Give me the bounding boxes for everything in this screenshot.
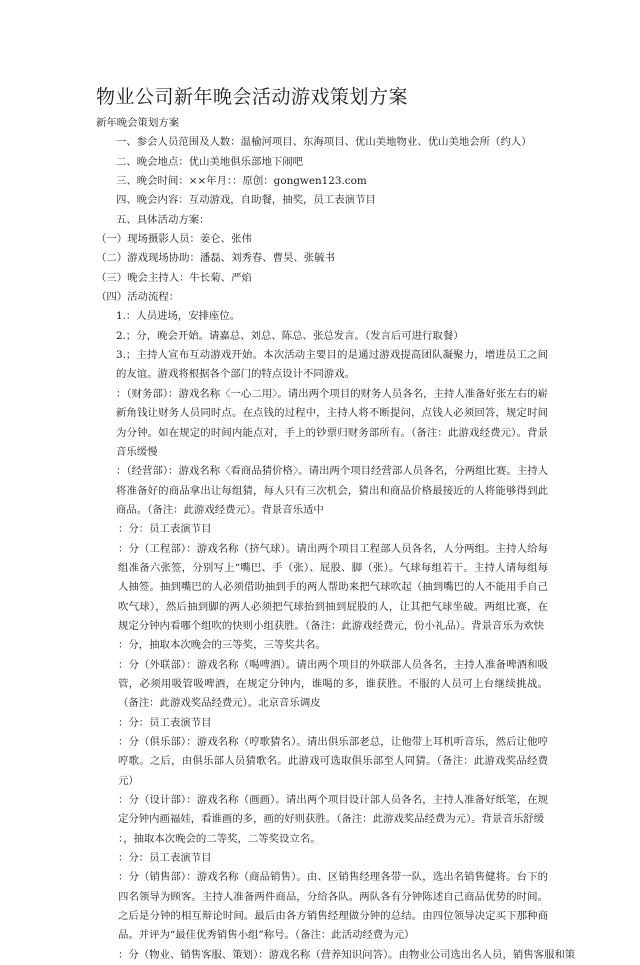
paragraph-finance-game: ：（财务部）：游戏名称〈一心二用〉。请出两个项目的财务人员各名，主持人准备好张左右的崭新角钱让财务人员同时点。在点钱的过程中，主持人将不断提问，点钱人必须回答，规定时间为分钟。如在规定的时间内能点对，手上的钞票归财务部所有。（备注：此游戏经费元）。背景音乐缓慢 (116, 387, 548, 458)
paragraph-plan: 五、具体活动方案： (116, 213, 210, 226)
paragraph-flow: （四）活动流程： (96, 291, 180, 304)
paragraph-step-2: 2.；分，晚会开始。请嘉总、刘总、陈总、张总发言。（发言后可进行取餐） (116, 329, 464, 342)
paragraph-attendees: 一、参会人员范围及人数：温榆河项目、东海项目、优山美地物业、优山美地会所（约人） (116, 136, 532, 149)
paragraph-second-prize: ：，抽取本次晚会的二等奖，二等奖设立名。 (118, 832, 321, 845)
paragraph-quiz-game: ：分（物业、销售客服、策划）：游戏名称（营养知识问答）。由物业公司选出名人员，销售客服和策 (118, 948, 576, 961)
paragraph-design-game: ：分（设计部）：游戏名称（画画）。请出两个项目设计部人员各名，主持人准备好纸笔，在规定分钟内画福娃，看谁画的多，画的好则获胜。（备注：此游戏奖品经费为元）。背景音乐舒缓 (118, 794, 548, 826)
document-title: 物业公司新年晚会活动游戏策划方案 (96, 86, 409, 108)
paragraph-photographers: （一）现场摄影人员：姜仑、张伟 (96, 233, 252, 246)
paragraph-performance-2: ：分：员工表演节目 (118, 716, 212, 729)
paragraph-club-game: ：分（俱乐部）：游戏名称（哼歌猜名）。请出俱乐部老总，让他带上耳机听音乐，然后让他哼哼歌。之后，由俱乐部人员猜歌名。此游戏可选取俱乐部至人同猜。（备注：此游戏奖品经费元） (118, 736, 548, 787)
paragraph-operations-game: ：（经营部）：游戏名称〈看商品猜价格〉。请出两个项目经营部人员各名，分两组比赛。主持人将准备好的商品拿出让每组猜，每人只有三次机会，猜出和商品价格最接近的人将能够得到此商品。（备注：此游戏经费元）。背景音乐适中 (116, 465, 548, 516)
paragraph-third-prize: ：分，抽取本次晚会的三等奖，三等奖共名。 (118, 639, 326, 652)
paragraph-engineering-game: ：分（工程部）：游戏名称（挤气球）。请出两个项目工程部人员各名，人分两组。主持人给每组准备六张签，分别写上“嘴巴、手（张）、屁股、脚（张）。气球每组若干。主持人请每组每人抽签。抽到嘴巴的人必须借助抽到手的两人帮助来把气球吹起（抽到嘴巴的人不能用手自己吹气球），然后抽到脚的两人必须把气球抬到抽到屁股的人，让其把气球坐破。两组比赛，在规定分钟内看哪个组吹的快则小组获胜。（备注：此游戏经费元，份小礼品）。背景音乐为欢快 (118, 542, 548, 632)
paragraph-performance-3: ：分：员工表演节目 (118, 852, 212, 865)
document-body (96, 114, 576, 965)
paragraph-heading: 新年晚会策划方案 (96, 117, 180, 129)
paragraph-time: 三、晚会时间：××年月：：原创：gongwen123.com (116, 175, 367, 188)
paragraph-assistants: （二）游戏现场协助：潘磊、刘秀春、曹昊、张毓书 (96, 252, 335, 265)
paragraph-sales-game: ：分（销售部）：游戏名称（商品销售）。由、区销售经理各带一队，选出名销售健将。台下的四名领导为顾客。主持人准备两件商品，分给各队。两队各有分钟陈述自己商品优势的时间。之后是分钟的相互辩论时间。最后由各方销售经理做分钟的总结。由四位领导决定买下那种商品。并评为“最佳优秀销售小组”称号。（备注：此活动经费为元） (118, 871, 548, 942)
paragraph-performance-1: ：分：员工表演节目 (118, 523, 212, 536)
paragraph-external-game: ：分（外联部）：游戏名称（喝啤酒）。请出两个项目的外联部人员各名，主持人准备啤酒和吸管，必须用吸管吸啤酒，在规定分钟内，谁喝的多，谁获胜。不服的人员可上台继续挑战。（备注：此游戏奖品经费元）。北京音乐调皮 (118, 658, 548, 710)
paragraph-step-3: 3.；主持人宣布互动游戏开始。本次活动主要目的是通过游戏提高团队凝聚力，增进员工之间的友谊。游戏将根据各个部门的特点设计不同游戏。 (116, 349, 548, 381)
paragraph-content: 四、晚会内容：互动游戏，自助餐，抽奖，员工表演节目 (116, 194, 376, 207)
paragraph-venue: 二、晚会地点：优山美地俱乐部地下闹吧 (116, 155, 304, 168)
paragraph-hosts: （三）晚会主持人：牛长菊、严焰 (96, 271, 252, 284)
paragraph-step-1: 1.：人员进场，安排座位。 (116, 310, 241, 323)
